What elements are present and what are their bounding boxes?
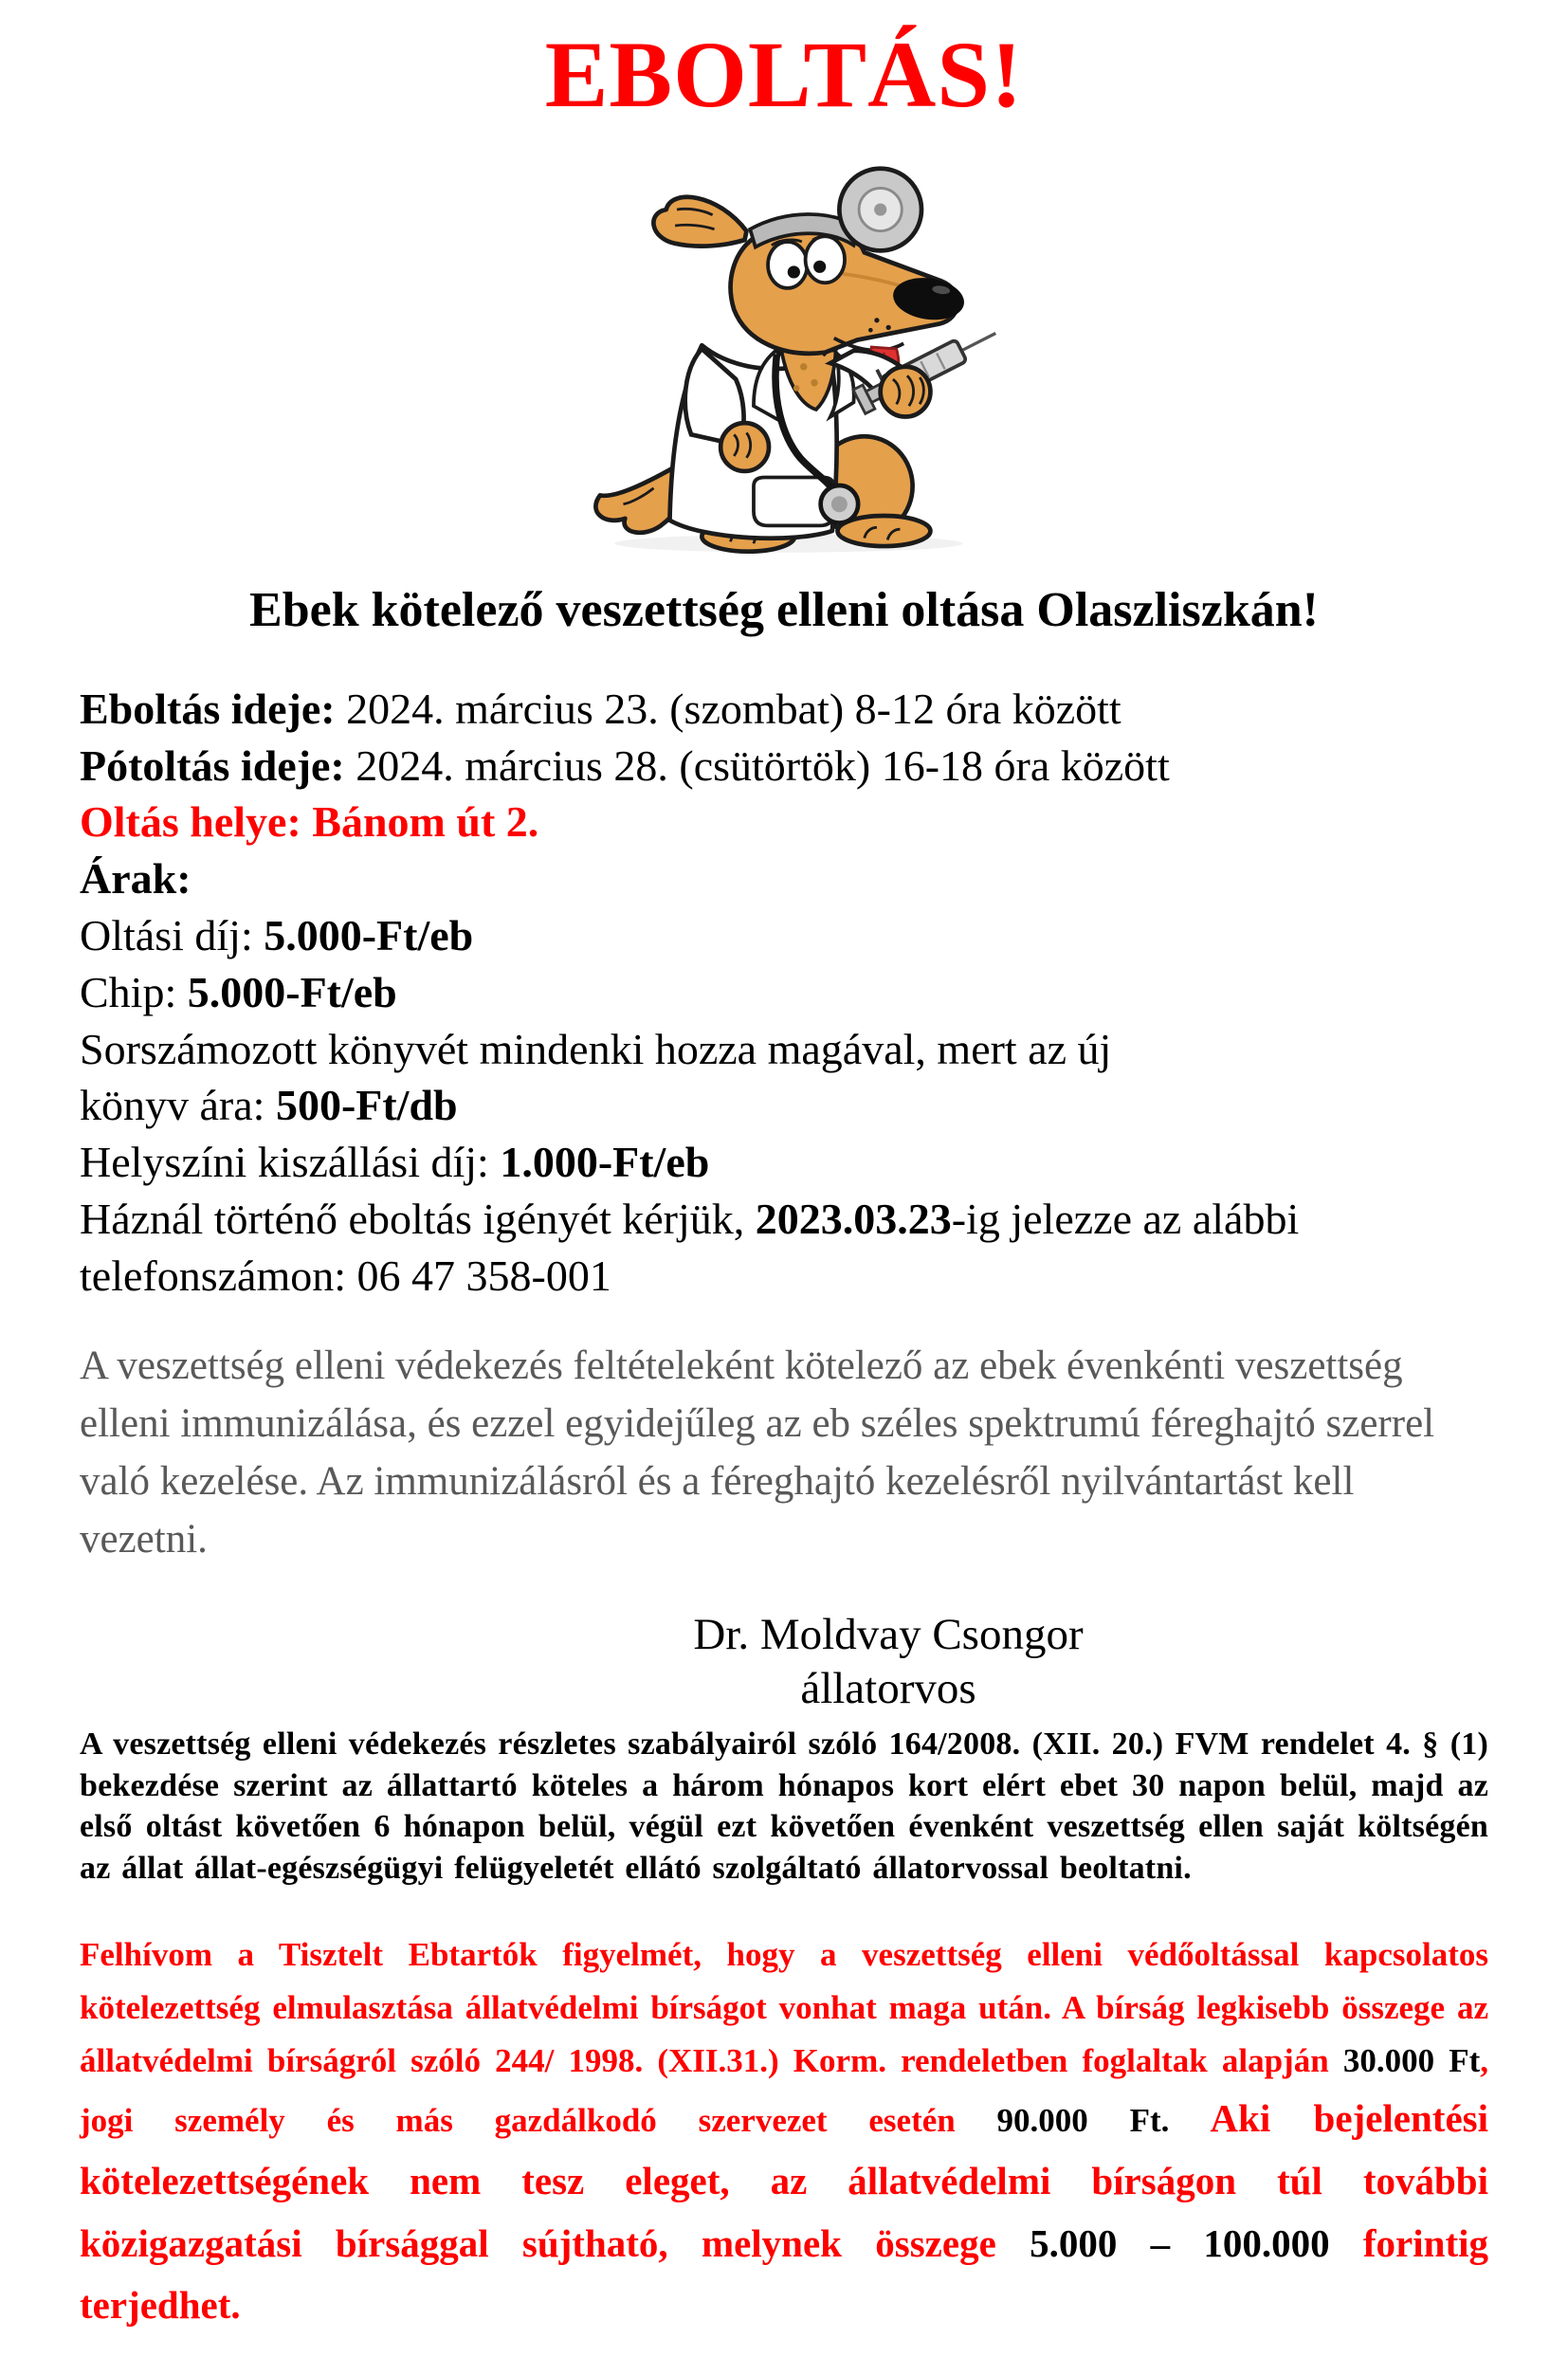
prices-heading: Árak: — [80, 854, 191, 904]
callout-fee-label: Helyszíni kiszállási díj: — [80, 1138, 501, 1187]
vaccination-details — [80, 681, 1488, 1305]
phone-number-line: telefonszámon: 06 47 358-001 — [80, 1251, 611, 1300]
booklet-text-line2: könyv ára: — [80, 1081, 276, 1130]
callout-fee-line — [80, 1134, 1488, 1191]
vaccination-fee-line — [80, 907, 1488, 964]
vet-dog-illustration — [80, 134, 1488, 567]
location-line: Oltás helye: Bánom út 2. — [80, 797, 539, 847]
fine-warning-paragraph — [80, 1928, 1488, 2336]
home-visit-pre: Háznál történő eboltás igényét kérjük, — [80, 1194, 756, 1243]
vaccination-date-value: 2024. március 23. (szombat) 8-12 óra között — [335, 684, 1121, 733]
makeup-date-value: 2024. március 28. (csütörtök) 16-18 óra között — [344, 740, 1170, 790]
vet-role: állatorvos — [800, 1664, 976, 1714]
gray-notice-paragraph: A veszettség elleni védekezés feltételeként kötelező az ebek évenkénti veszettség elleni immunizálása, és ezzel egyidejűleg az eb széles spektrumú féreghajtó szerrel való kezelése. Az immunizálásról és a féreghajtó kezelésről nyilvántartást kell vezetni. — [80, 1343, 1435, 1562]
makeup-date-label: Pótoltás ideje: — [80, 740, 345, 790]
warning-seg1: Felhívom a Tisztelt Ebtartók figyelmét, hogy a veszettség elleni védőoltással kapcsolatos kötelezettség elmulasztása állatvédelmi bírságot vonhat maga után. A bírság legkisebb összege az állatvédelmi bírságról szóló 244/ 1998. (XII.31.) Korm. rendeletben foglaltak alapján — [80, 1936, 1488, 2080]
fine-amount-range: 5.000 – 100.000 — [1030, 2220, 1330, 2265]
chip-fee-line — [80, 964, 1488, 1021]
vaccination-fee-label: Oltási díj: — [80, 910, 264, 959]
signature-block — [80, 1608, 1488, 1717]
vet-name: Dr. Moldvay Csongor — [693, 1609, 1084, 1659]
vet-dog-icon — [570, 134, 998, 562]
chip-fee-value: 5.000-Ft/eb — [187, 967, 397, 1016]
home-visit-deadline: 2023.03.23 — [755, 1194, 952, 1243]
chip-fee-label: Chip: — [80, 967, 188, 1016]
flyer-subtitle: Ebek kötelező veszettség elleni oltása Olaszliszkán! — [249, 583, 1319, 637]
vaccination-date-label: Eboltás ideje: — [80, 684, 336, 733]
booklet-line — [80, 1021, 1488, 1135]
head-mirror-icon — [839, 169, 921, 251]
warning-seg2: , jogi személy és más gazdálkodó szervezet esetén — [80, 2042, 1488, 2140]
home-visit-post: -ig jelezze az alábbi — [951, 1194, 1300, 1243]
warning-seg4: forintig terjedhet. — [80, 2220, 1488, 2328]
vaccination-fee-value: 5.000-Ft/eb — [264, 910, 474, 959]
booklet-price-value: 500-Ft/db — [275, 1081, 458, 1130]
fine-amount-corporate: 90.000 Ft. — [996, 2102, 1170, 2140]
makeup-date-line — [80, 738, 1488, 795]
warning-seg3: Aki bejelentési kötelezettségének nem tesz eleget, az állatvédelmi bírságon túl további közigazgatási bírsággal sújtható, melynek összege — [80, 2096, 1488, 2265]
page-title: EBOLTÁS! — [544, 22, 1024, 127]
callout-fee-value: 1.000-Ft/eb — [500, 1138, 710, 1187]
booklet-text-line1: Sorszámozott könyvét mindenki hozza magával, mert az új — [80, 1024, 1112, 1073]
fine-amount-min: 30.000 Ft — [1342, 2042, 1481, 2080]
vaccination-date-line — [80, 681, 1488, 738]
home-visit-line — [80, 1191, 1488, 1305]
legal-paragraph: A veszettség elleni védekezés részletes szabályairól szóló 164/2008. (XII. 20.) FVM rendelet 4. § (1) bekezdése szerint az állattartó köteles a három hónapos kort elért ebet 30 napon belül, majd az első oltást követően 6 hónapon belül, végül ezt követően évenként veszettség ellen saját költségén az állat állat-egészségügyi felügyeletét ellátó szolgáltató állatorvossal beoltatni. — [80, 1726, 1488, 1886]
